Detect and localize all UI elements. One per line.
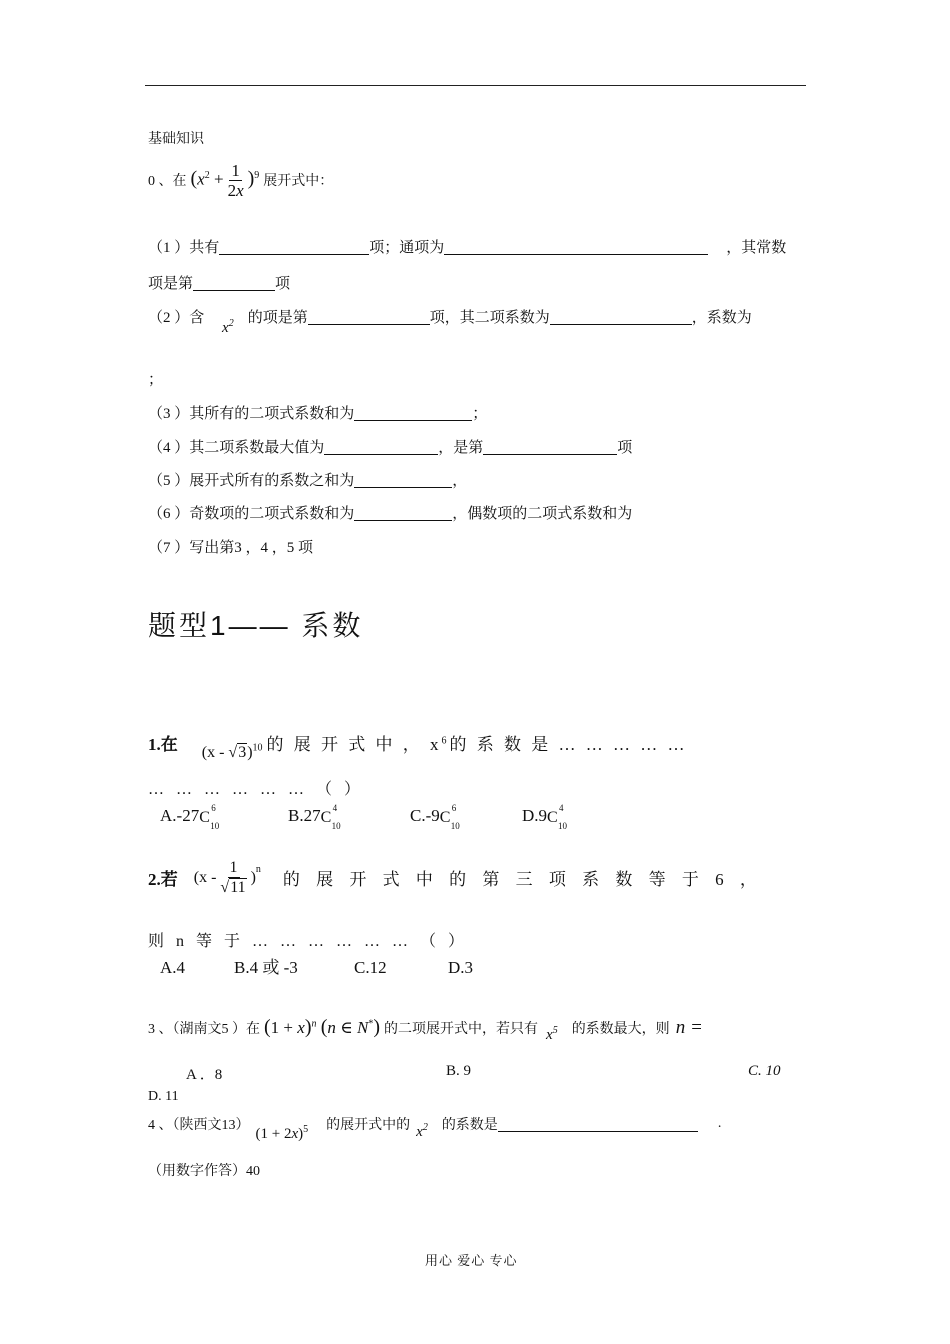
q3-tail: 的系数最大，则 bbox=[571, 1021, 670, 1037]
q1-end: 的 系 数 是 … … … … … bbox=[449, 735, 688, 754]
blank bbox=[498, 1117, 698, 1132]
blank bbox=[354, 473, 452, 488]
q1-line2: … … … … … … （ ） bbox=[148, 781, 365, 798]
q1-option-d[interactable]: D.9 C 4 10 bbox=[522, 803, 568, 831]
question-2 bbox=[148, 858, 763, 897]
blank bbox=[483, 440, 617, 455]
q3-x5: $x^5$ bbox=[546, 1025, 558, 1043]
q4-mid: 的展开式中的 bbox=[326, 1118, 411, 1133]
item-1-label: （1 ）共有 bbox=[148, 240, 220, 256]
q2-tail: 的 展 开 式 中 的 第 三 项 系 数 等 于 6 ， bbox=[282, 870, 763, 889]
section-title: 基础知识 bbox=[148, 132, 204, 147]
question-1 bbox=[148, 730, 688, 761]
q3-option-d[interactable]: D. 11 bbox=[148, 1089, 179, 1104]
q2-option-a[interactable]: A.4 bbox=[160, 958, 186, 977]
q4-expression: $(1 + 2x)^5$ bbox=[255, 1123, 309, 1142]
q0-expression: ($x^2$ + $\frac{1}{2x}$ )$^9$ bbox=[190, 160, 260, 200]
q1-number: 1.在 bbox=[148, 735, 178, 754]
item-2-label: （2 ）含 bbox=[148, 310, 205, 326]
q3-option-a[interactable]: A ．8 bbox=[186, 1067, 223, 1083]
q2-option-b[interactable]: B.4 或 -3 bbox=[234, 958, 298, 977]
item-3-label: （3 ）其所有的二项式系数和为 bbox=[148, 406, 355, 422]
blank bbox=[308, 310, 430, 325]
blank bbox=[193, 276, 275, 291]
blank bbox=[354, 506, 452, 521]
item-2-text-3: ，系数为 bbox=[691, 310, 752, 326]
header-rule bbox=[145, 85, 806, 86]
q0-prefix: 0 、在 bbox=[148, 174, 187, 189]
page-footer: 用心 爱心 专心 bbox=[425, 1253, 518, 1268]
item-1-text: 项；通项为 bbox=[369, 240, 445, 256]
q3-mid: 的二项展开式中，若只有 bbox=[384, 1021, 539, 1037]
q2-option-c[interactable]: C.12 bbox=[354, 958, 387, 977]
blank bbox=[444, 240, 708, 255]
item-2 bbox=[148, 306, 752, 336]
q2-option-d[interactable]: D.3 bbox=[448, 958, 474, 977]
item-5 bbox=[148, 469, 467, 490]
blank bbox=[219, 240, 369, 255]
item-5-end: ， bbox=[452, 473, 468, 489]
q1-expression: (x - √3)$^{10}$ bbox=[201, 742, 263, 761]
question-0 bbox=[148, 160, 333, 200]
q1-option-b[interactable]: B.27 C 4 10 bbox=[288, 803, 341, 831]
item-1-text-2: ，其常数 bbox=[726, 240, 787, 256]
q1-tail: 的 展 开 式 中 ， x bbox=[266, 735, 442, 754]
q0-exponent: 9 bbox=[254, 169, 260, 181]
q3-prefix: 3 、（湖南文5 ）在 bbox=[148, 1021, 260, 1037]
item-3 bbox=[148, 402, 487, 423]
blank bbox=[550, 310, 692, 325]
q1-exponent: 10 bbox=[252, 742, 263, 754]
item-6 bbox=[148, 502, 632, 523]
q4-prefix: 4 、（陕西文13） bbox=[148, 1118, 250, 1133]
q3-option-b[interactable]: B. 9 bbox=[446, 1063, 472, 1079]
q2-number: 2.若 bbox=[148, 870, 178, 889]
question-4 bbox=[148, 1114, 722, 1142]
q2-options bbox=[160, 953, 473, 978]
item-2-text-2: 项，其二项系数为 bbox=[429, 310, 550, 326]
blank bbox=[324, 440, 438, 455]
item-5-label: （5 ）展开式所有的系数之和为 bbox=[148, 473, 355, 489]
q4-tail: 的系数是 bbox=[441, 1118, 498, 1133]
q2-line2: 则 n 等 于 … … … … … … （ ） bbox=[148, 933, 469, 950]
q0-suffix: 展开式中： bbox=[263, 174, 334, 189]
item-2-text: 的项是第 bbox=[247, 310, 308, 326]
q1-x-exp: 6 bbox=[441, 735, 450, 747]
item-1-text-4: 项 bbox=[275, 276, 291, 292]
item-6-text: ，偶数项的二项式系数和为 bbox=[452, 506, 633, 522]
item-6-label: （6 ）奇数项的二项式系数和为 bbox=[148, 506, 355, 522]
item-1-line2 bbox=[148, 272, 290, 293]
q1-text bbox=[267, 730, 688, 755]
q3-expression: $(1 + x)^n$ (n ∈ N*) bbox=[264, 1016, 381, 1038]
item-4-text: ，是第 bbox=[438, 440, 484, 456]
q1-option-a[interactable]: A.-27 C 6 10 bbox=[160, 803, 220, 831]
q4-end: . bbox=[717, 1116, 722, 1131]
q4-x2: $x^2$ bbox=[416, 1121, 428, 1140]
item-3-end: ； bbox=[472, 406, 488, 422]
q1-option-c[interactable]: C.-9 C 6 10 bbox=[410, 803, 460, 831]
q3-n-equals: n = bbox=[675, 1016, 703, 1038]
item-4-label: （4 ）其二项系数最大值为 bbox=[148, 440, 325, 456]
q3-option-c[interactable]: C. 10 bbox=[748, 1063, 781, 1079]
blank bbox=[354, 406, 472, 421]
section-heading: 题型1—— 系数 bbox=[148, 610, 364, 641]
item-2-end: ； bbox=[148, 372, 164, 388]
item-4 bbox=[148, 436, 632, 457]
q4-note: （用数字作答）40 bbox=[148, 1164, 260, 1179]
item-7: （7 ）写出第3 ，4 ，5 项 bbox=[148, 540, 314, 556]
question-3 bbox=[148, 1016, 703, 1043]
item-1-line1 bbox=[148, 236, 786, 257]
x-squared: $x^2$ bbox=[222, 318, 234, 336]
item-4-end: 项 bbox=[617, 440, 633, 456]
q2-expression: (x - $\frac{1}{√11}$ ) $^n$ bbox=[193, 859, 261, 896]
q1-options bbox=[160, 803, 573, 831]
item-1-text-3: 项是第 bbox=[148, 276, 194, 292]
